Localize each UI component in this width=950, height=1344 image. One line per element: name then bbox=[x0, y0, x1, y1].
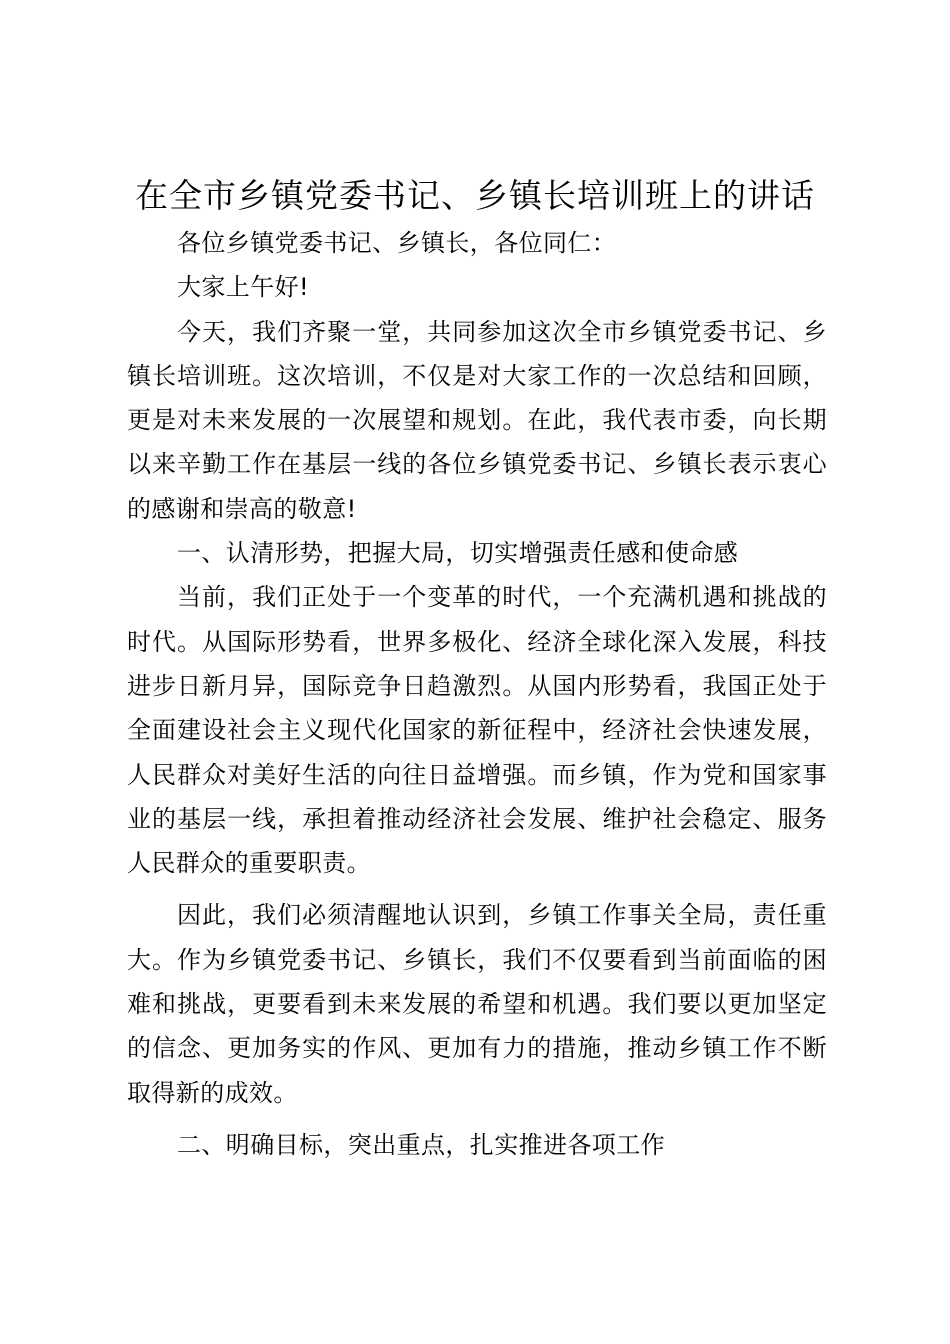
paragraph-situation: 当前，我们正处于一个变革的时代，一个充满机遇和挑战的时代。从国际形势看，世界多极化、经济全球化深入发展，科技进步日新月异，国际竞争日趋激烈。从国内形势看，我国正处于全面建设社会主义现代化国家的新征程中，经济社会快速发展，人民群众对美好生活的向往日益增强。而乡镇，作为党和国家事业的基层一线，承担着推动经济社会发展、维护社会稳定、服务人民群众的重要职责。 bbox=[127, 583, 827, 878]
section-heading-2: 二、明确目标，突出重点，扎实推进各项工作 bbox=[177, 1130, 665, 1159]
document-title: 在全市乡镇党委书记、乡镇长培训班上的讲话 bbox=[135, 176, 815, 215]
paragraph-gap bbox=[127, 1115, 827, 1123]
paragraph-gap bbox=[127, 885, 827, 893]
section-heading-1: 一、认清形势，把握大局，切实增强责任感和使命感 bbox=[177, 539, 739, 568]
document-body bbox=[127, 221, 827, 1167]
paragraph-responsibility: 因此，我们必须清醒地认识到，乡镇工作事关全局，责任重大。作为乡镇党委书记、乡镇长，我们不仅要看到当前面临的困难和挑战，更要看到未来发展的希望和机遇。我们要以更加坚定的信念、更加务实的作风、更加有力的措施，推动乡镇工作不断取得新的成效。 bbox=[127, 901, 827, 1107]
salutation: 各位乡镇党委书记、乡镇长，各位同仁： bbox=[177, 229, 617, 257]
greeting: 大家上午好! bbox=[177, 273, 310, 302]
paragraph-opening: 今天，我们齐聚一堂，共同参加这次全市乡镇党委书记、乡镇长培训班。这次培训，不仅是对大家工作的一次总结和回顾，更是对未来发展的一次展望和规划。在此，我代表市委，向长期以来辛勤工作在基层一线的各位乡镇党委书记、乡镇长表示衷心的感谢和崇高的敬意! bbox=[127, 317, 827, 523]
